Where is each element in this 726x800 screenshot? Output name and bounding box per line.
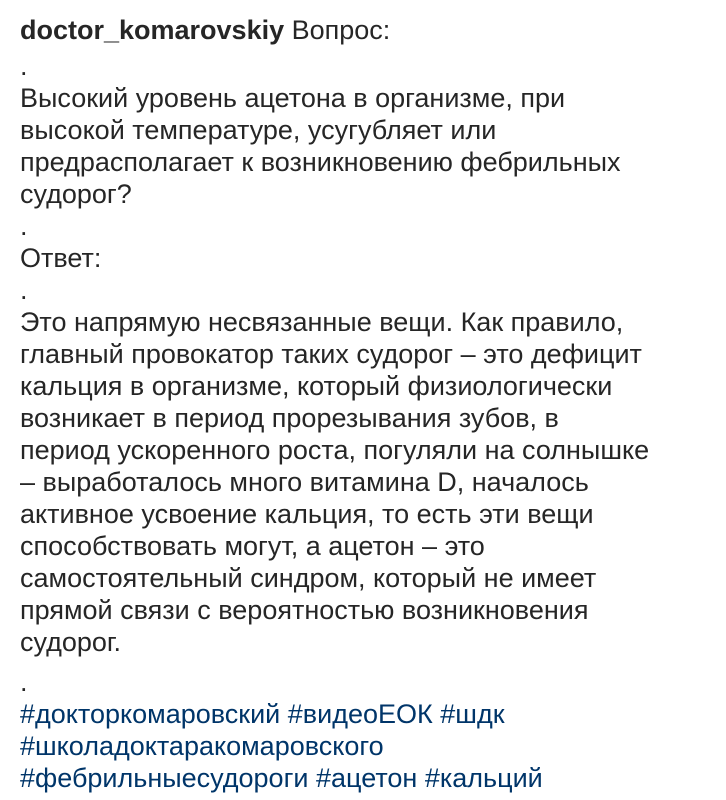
question-line: предрасполагает к возникновению фебрильных <box>20 147 621 177</box>
answer-line: активное усвоение кальция, то есть эти вещи <box>20 499 594 529</box>
hashtag-list <box>20 698 714 794</box>
question-line: судорог? <box>20 179 132 209</box>
hashtag-link[interactable]: #кальций <box>424 763 543 793</box>
answer-line: самостоятельный синдром, который не имеет <box>20 563 597 593</box>
answer-line: судорог. <box>20 627 121 657</box>
hashtag-link[interactable]: #фебрильныесудороги <box>20 763 309 793</box>
answer-line: возникает в период прорезывания зубов, в <box>20 403 559 433</box>
answer-label: Ответ: <box>20 243 102 273</box>
answer-line: кальция в организме, который физиологически <box>20 371 613 401</box>
hashtag-row <box>20 730 714 762</box>
answer-line: период ускоренного роста, погуляли на солнышке <box>20 435 650 465</box>
question-line: Высокий уровень ацетона в организме, при <box>20 83 566 113</box>
hashtag-row <box>20 762 714 794</box>
hashtag-link[interactable]: #видеоЕОК <box>287 699 433 729</box>
question-line: высокой температуре, усугубляет или <box>20 115 497 145</box>
hashtag-link[interactable]: #шдк <box>440 699 505 729</box>
question-text <box>20 82 714 210</box>
separator-dot: . <box>20 275 28 305</box>
caption-header <box>20 14 714 46</box>
separator-dot: . <box>20 211 28 241</box>
separator-dot: . <box>20 51 28 81</box>
question-label: Вопрос: <box>291 15 391 45</box>
separator-dot: . <box>20 667 28 697</box>
answer-line: главный провокатор таких судорог – это дефицит <box>20 339 642 369</box>
hashtag-link[interactable]: #ацетон <box>316 763 418 793</box>
answer-line: прямой связи с вероятностью возникновения <box>20 595 589 625</box>
answer-line: Это напрямую несвязанные вещи. Как правило, <box>20 307 624 337</box>
hashtag-row <box>20 698 714 730</box>
hashtag-link[interactable]: #школадоктаракомаровского <box>20 731 384 761</box>
answer-line: – выработалось много витамина D, началось <box>20 467 589 497</box>
answer-line: способствовать могут, а ацетон – это <box>20 531 485 561</box>
username-link[interactable]: doctor_komarovskiy <box>20 15 285 45</box>
hashtag-link[interactable]: #докторкомаровский <box>20 699 281 729</box>
answer-text <box>20 306 714 658</box>
